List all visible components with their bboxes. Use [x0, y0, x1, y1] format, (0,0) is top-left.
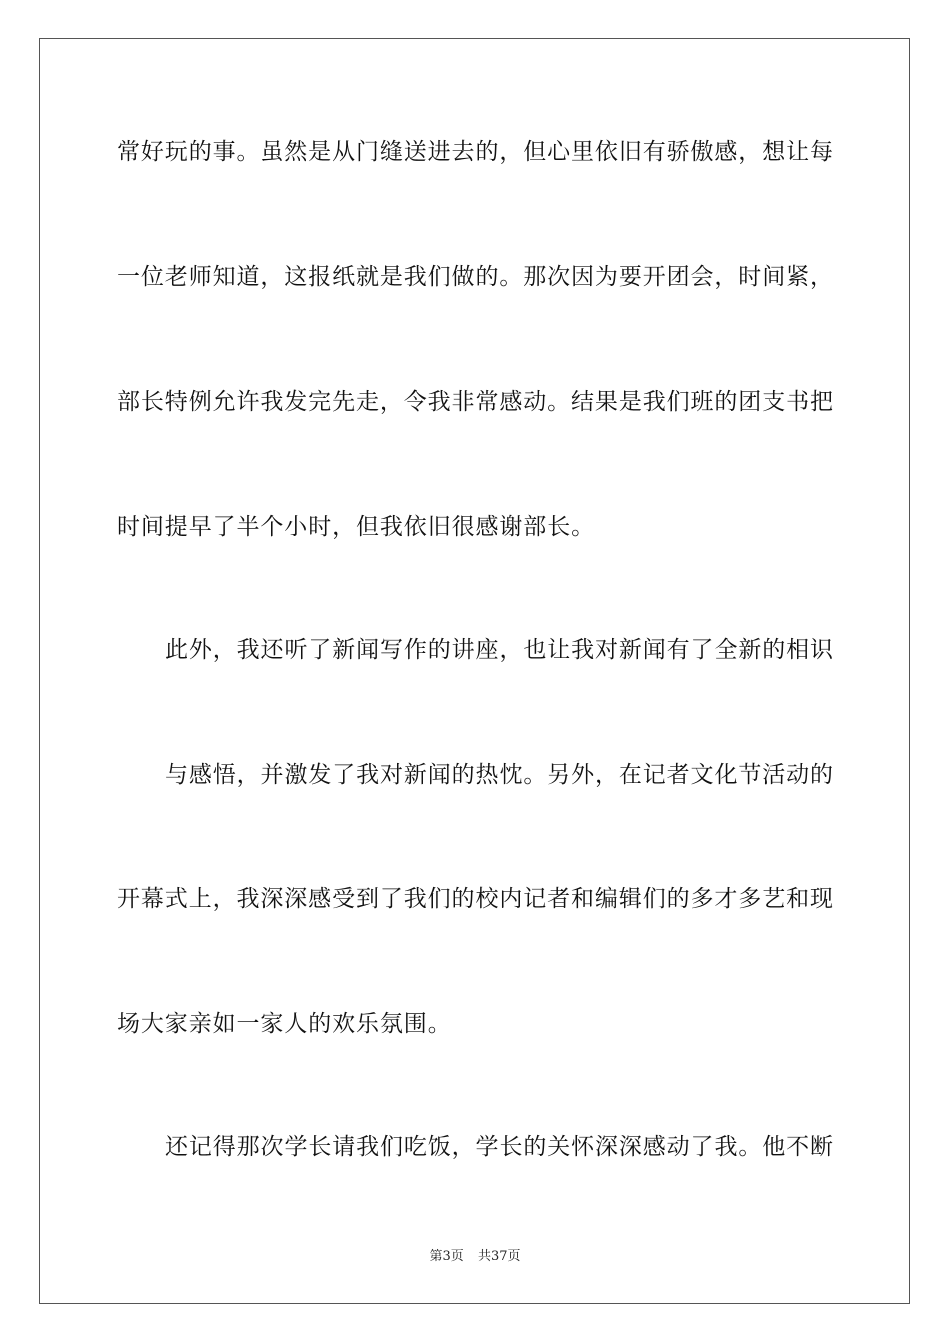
paragraph-line-4: 时间提早了半个小时，但我依旧很感谢部长。	[117, 514, 595, 540]
paragraph-line-7: 开幕式上，我深深感受到了我们的校内记者和编辑们的多才多艺和现	[117, 886, 833, 912]
page-frame	[39, 38, 910, 1304]
paragraph-line-2: 一位老师知道，这报纸就是我们做的。那次因为要开团会，时间紧，	[117, 264, 833, 290]
paragraph-line-5: 此外，我还听了新闻写作的讲座，也让我对新闻有了全新的相识	[165, 637, 833, 663]
paragraph-line-6: 与感悟，并激发了我对新闻的热忱。另外，在记者文化节活动的	[165, 762, 833, 788]
page-total: 共37页	[477, 1249, 521, 1264]
paragraph-line-1: 常好玩的事。虽然是从门缝送进去的，但心里依旧有骄傲感，想让每	[117, 139, 833, 165]
paragraph-line-3: 部长特例允许我发完先走，令我非常感动。结果是我们班的团支书把	[117, 389, 833, 415]
paragraph-line-9: 还记得那次学长请我们吃饭，学长的关怀深深感动了我。他不断	[165, 1134, 833, 1160]
page-number: 第3页	[429, 1249, 464, 1264]
paragraph-line-8: 场大家亲如一家人的欢乐氛围。	[117, 1011, 452, 1037]
page-footer	[0, 1248, 950, 1266]
